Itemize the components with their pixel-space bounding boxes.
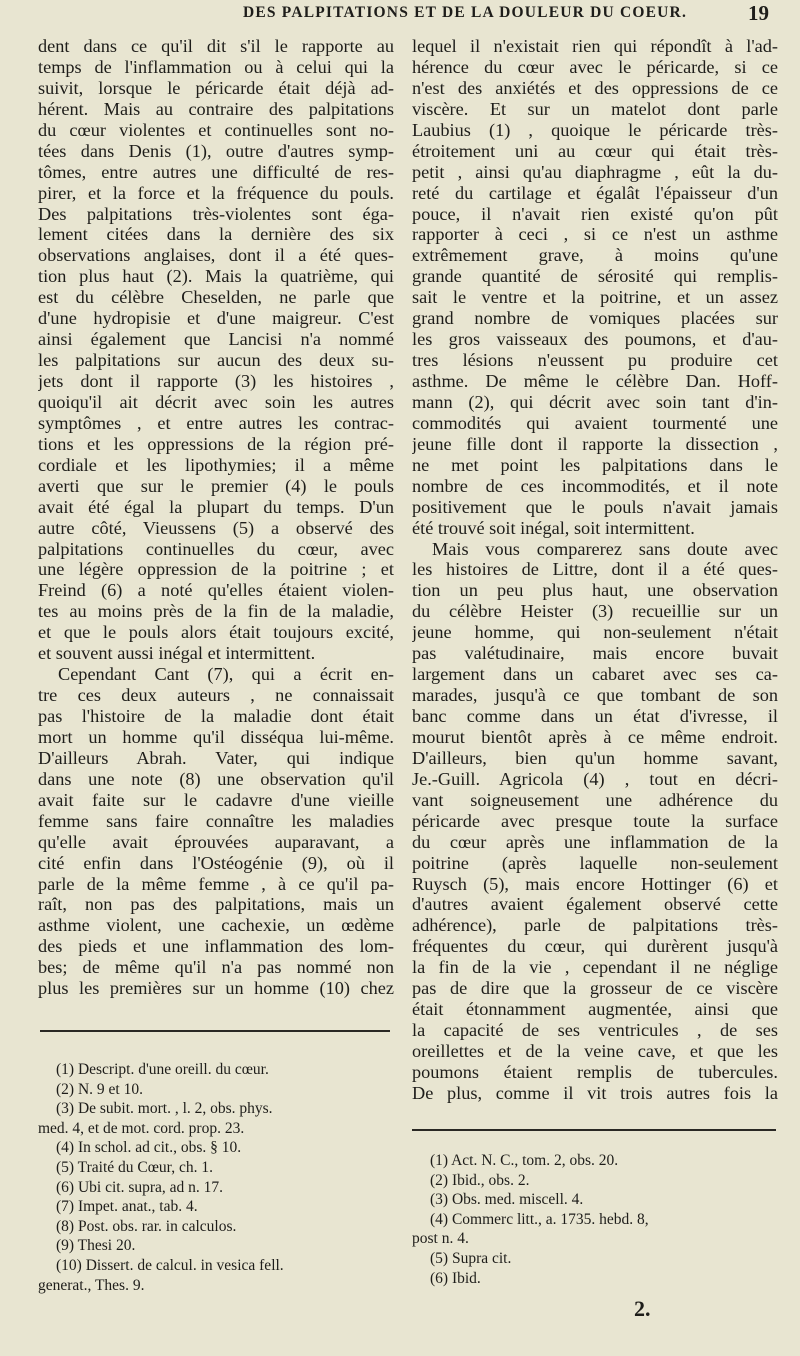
- footnote: (1) Descript. d'une oreill. du cœur.: [56, 1061, 269, 1078]
- text-line: lement citées dans la dernière des six: [38, 224, 394, 245]
- text-line: positivement que le pouls n'avait jamais: [412, 496, 778, 517]
- footnote-divider-right: [412, 1129, 776, 1131]
- text-line: dent dans ce qu'il dit s'il le rapporte au: [38, 36, 394, 56]
- text-line: avait faite sur le cadavre d'une vieille: [38, 789, 394, 810]
- footnote: (6) Ubi cit. supra, ad n. 17.: [56, 1178, 224, 1196]
- text-line: jets dont il rapporte (3) les histoires ,: [38, 371, 394, 391]
- footnote: (6) Ibid.: [430, 1269, 481, 1287]
- text-line: jeune homme, qui non-seulement n'était: [412, 622, 778, 643]
- text-line: tre ces deux auteurs , ne connaissait: [38, 685, 394, 706]
- text-line: étroitement uni au cœur qui était très-: [412, 140, 778, 161]
- text-line: tion un peu plus haut, une observation: [412, 580, 778, 601]
- text-line: cordiale et les lipothymies; il a même: [38, 454, 394, 475]
- text-line: lequel il n'existait rien qui répondît à l'ad-: [412, 36, 778, 56]
- text-line: avait été égal la plupart du temps. D'un: [38, 496, 394, 517]
- text-line: cité enfin dans l'Ostéogénie (9), où il: [38, 852, 394, 873]
- text-line: Cependant Cant (7), qui a écrit en-: [58, 664, 394, 685]
- text-line: temps de l'inflammation ou à celui qui la: [38, 56, 394, 77]
- text-line: asthme. De même le célèbre Dan. Hoff-: [412, 371, 778, 391]
- text-line: femme sans faire connaître les maladies: [38, 810, 394, 831]
- footnote: (7) Impet. anat., tab. 4.: [56, 1198, 198, 1216]
- text-line: observations anglaises, dont il a été ques-: [38, 245, 394, 266]
- text-line: tées dans Denis (1), outre d'autres symp-: [38, 140, 394, 161]
- footnote: (3) Obs. med. miscell. 4.: [430, 1191, 584, 1209]
- footnote-divider-left: [40, 1030, 390, 1032]
- text-line: grande quantité de sérosité qui remplis-: [412, 266, 778, 287]
- text-line: vant soigneusement une adhérence du: [412, 789, 778, 810]
- footnote: (1) Act. N. C., tom. 2, obs. 20.: [430, 1152, 619, 1169]
- text-line: sait le ventre et la poitrine, et un assez: [412, 287, 778, 308]
- text-line: Ruysch (5), mais encore Hottinger (6) et: [412, 873, 778, 894]
- text-line: fréquentes du cœur, qui durèrent jusqu'à: [412, 936, 778, 957]
- footnote: med. 4, et de mot. cord. prop. 23.: [38, 1119, 245, 1137]
- text-line: extrêmement grave, à moins qu'une: [412, 245, 778, 266]
- text-line: banc comme dans un état d'ivresse, il: [412, 706, 778, 726]
- text-line: adhérence), parle de palpitations très-: [412, 915, 778, 936]
- text-line: du cœur violentes et continuelles sont no-: [38, 119, 394, 140]
- text-line: rapporter à ceci , si ce n'est un asthme: [412, 224, 778, 245]
- footnote: (2) N. 9 et 10.: [56, 1080, 143, 1098]
- footnote: (4) Commerc litt., a. 1735. hebd. 8,: [430, 1210, 649, 1228]
- text-line: Freind (6) a noté qu'elles étaient violen-: [38, 580, 394, 601]
- page-number: 19: [748, 1, 769, 25]
- text-line: les histoires de Littre, dont il a été ques-: [412, 559, 778, 580]
- text-line: et que le pouls alors était toujours excité,: [38, 622, 394, 643]
- text-line: péricarde avec presque toute la surface: [412, 810, 778, 831]
- text-line: largement dans un cabaret avec ses ca-: [412, 664, 778, 685]
- text-line: De plus, comme il vit trois autres fois la: [412, 1082, 778, 1103]
- text-line: nombre de ces incommodités, et il note: [412, 475, 778, 496]
- footnotes-left: [38, 1060, 390, 1295]
- footnotes-right: [412, 1151, 752, 1288]
- text-line: tres lésions n'eussent pu produire cet: [412, 350, 778, 371]
- text-line: dans une note (8) une observation qu'il: [38, 768, 394, 789]
- text-line: hérence du cœur avec le péricarde, si ce: [412, 56, 778, 77]
- signature-mark: 2.: [634, 1296, 651, 1321]
- footnote: post n. 4.: [412, 1230, 469, 1248]
- text-line: asthme violent, une cachexie, un œdème: [38, 915, 394, 936]
- text-line: Des palpitations très-violentes sont éga-: [38, 203, 394, 224]
- text-line: grand nombre de vomiques placées sur: [412, 308, 778, 329]
- text-line: petit , ainsi qu'au diaphragme , eût la du-: [412, 161, 778, 182]
- text-line: tes au moins près de la fin de la maladie,: [38, 601, 394, 622]
- text-line: palpitations continuelles du cœur, avec: [38, 538, 394, 559]
- text-line: les gros vaisseaux des poumons, et d'au-: [412, 329, 778, 350]
- text-line: est du célèbre Cheselden, ne parle que: [38, 287, 394, 308]
- text-line: mort un homme qu'il disséqua lui-même.: [38, 726, 394, 747]
- text-line: bes; de même qu'il n'a pas nommé non: [38, 957, 394, 978]
- text-line: pirer, et la force et la fréquence du pouls.: [38, 182, 394, 203]
- text-line: n'est des anxiétés et des oppressions de ce: [412, 77, 778, 98]
- text-line: Je.-Guill. Agricola (4) , tout en décri-: [412, 768, 778, 789]
- text-line: qu'elle avait éprouvées auparavant, a: [38, 831, 394, 852]
- text-line: parle de la même femme , à ce qu'il pa-: [38, 873, 394, 894]
- text-line: viscère. Et sur un matelot dont parle: [412, 98, 778, 119]
- footnote: generat., Thes. 9.: [38, 1276, 145, 1294]
- text-line: été trouvé soit inégal, soit intermittent.: [412, 517, 695, 538]
- text-line: du célèbre Heister (3) recueillie sur un: [412, 601, 778, 622]
- text-line: une légère oppression de la poitrine ; et: [38, 559, 394, 580]
- text-line: mann (2), qui décrit avec soin tant d'in-: [412, 391, 778, 412]
- footnote: (4) In schol. ad cit., obs. § 10.: [56, 1139, 242, 1157]
- right-column: [412, 36, 778, 1104]
- text-line: raît, non pas des palpitations, mais un: [38, 894, 394, 915]
- text-line: pas l'histoire de la maladie dont était: [38, 706, 394, 726]
- text-line: et souvent aussi inégal et intermittent.: [38, 643, 316, 664]
- footnote: (5) Traité du Cœur, ch. 1.: [56, 1158, 213, 1176]
- text-line: des pieds et une inflammation des lom-: [38, 936, 394, 957]
- footnote: (3) De subit. mort. , l. 2, obs. phys.: [56, 1100, 273, 1118]
- text-line: mourut bientôt après à ce même endroit.: [412, 726, 778, 747]
- text-line: Mais vous comparerez sans doute avec: [432, 538, 778, 559]
- text-line: les palpitations sur aucun des deux su-: [38, 350, 394, 371]
- text-line: tion plus haut (2). Mais la quatrième, qui: [38, 266, 394, 287]
- footnote: (5) Supra cit.: [430, 1249, 512, 1267]
- text-line: ne met point les palpitations dans le: [412, 454, 778, 475]
- text-line: pouce, il n'avait rien existé qu'on pût: [412, 203, 778, 224]
- text-line: suivit, lorsque le péricarde était déjà ad-: [38, 77, 394, 98]
- text-line: était étonnamment augmentée, ainsi que: [412, 999, 778, 1020]
- text-line: la fin de la vie , cependant il ne néglige: [412, 957, 778, 978]
- footnote: (9) Thesi 20.: [56, 1237, 136, 1255]
- text-line: la capacité de ses ventricules , de ses: [412, 1020, 778, 1041]
- footnote: (8) Post. obs. rar. in calculos.: [56, 1217, 237, 1235]
- text-line: hérent. Mais au contraire des palpitations: [38, 98, 394, 119]
- text-line: pas valétudinaire, mais encore buvait: [412, 643, 778, 664]
- text-line: tions et les oppressions de la région pré-: [38, 433, 394, 454]
- text-line: poumons étaient remplis de tubercules.: [412, 1061, 778, 1082]
- text-line: marades, jusqu'à ce que tombant de son: [412, 685, 778, 706]
- footnote: (2) Ibid., obs. 2.: [430, 1171, 530, 1189]
- running-title: DES PALPITATIONS ET DE LA DOULEUR DU COEUR.: [242, 4, 688, 21]
- footnote: (10) Dissert. de calcul. in vesica fell.: [56, 1256, 284, 1274]
- text-line: pas de dire que la grosseur de ce viscère: [412, 978, 778, 999]
- text-line: averti que sur le premier (4) le pouls: [38, 475, 394, 496]
- left-column: [38, 36, 394, 999]
- text-line: D'ailleurs Abrah. Vater, qui indique: [38, 747, 394, 768]
- text-line: tômes, entre autres une difficulté de res-: [38, 161, 394, 182]
- text-line: reté du cartilage et égalât l'épaisseur d'un: [412, 182, 778, 203]
- text-line: ainsi également que Lancisi n'a nommé: [38, 329, 394, 350]
- text-line: jeune fille dont il rapporte la dissection ,: [412, 433, 778, 454]
- text-line: Laubius (1) , quoique le péricarde très-: [412, 119, 778, 140]
- text-line: oreillettes et de la veine cave, et que les: [412, 1041, 778, 1061]
- text-line: d'une hydropisie et d'une maigreur. C'est: [38, 308, 394, 329]
- text-line: d'autres avaient également observé cette: [412, 894, 778, 915]
- text-line: plus les premières sur un homme (10) chez: [38, 978, 394, 999]
- text-line: quoiqu'il ait décrit avec soin les autres: [38, 391, 394, 412]
- text-line: symptômes , et entre autres les contrac-: [38, 412, 394, 433]
- text-line: D'ailleurs, bien qu'un homme savant,: [412, 747, 778, 768]
- text-line: autre côté, Vieussens (5) a observé des: [38, 517, 394, 538]
- text-line: poitrine (après laquelle non-seulement: [412, 852, 778, 873]
- text-line: commodités qui avaient tourmenté une: [412, 412, 778, 433]
- text-line: du cœur après une inflammation de la: [412, 831, 778, 852]
